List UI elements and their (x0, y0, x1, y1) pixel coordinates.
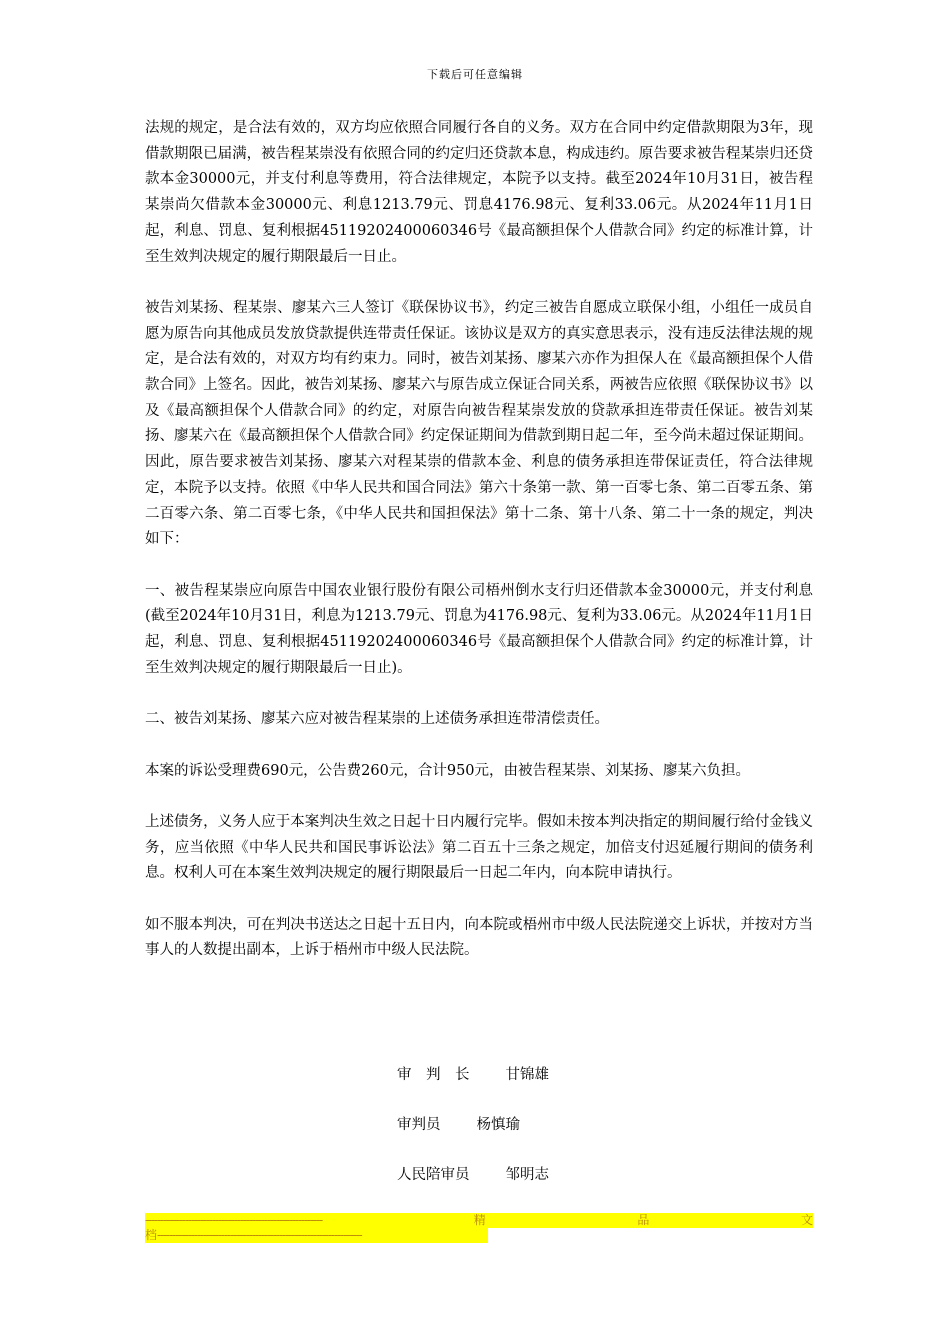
footer-char: 精 (473, 1213, 486, 1227)
signature-name: 邹明志 (505, 1167, 549, 1183)
signature-role: 人民陪审员 (397, 1167, 470, 1183)
document-body (145, 116, 813, 990)
footer-watermark (145, 1213, 813, 1247)
signature-name: 甘锦雄 (505, 1067, 549, 1083)
signature-role: 审判员 (397, 1117, 441, 1133)
paragraph: 如不服本判决，可在判决书送达之日起十五日内，向本院或梧州市中级人民法院递交上诉状，并按对方当事人的人数提出副本，上诉于梧州市中级人民法院。 (145, 916, 813, 959)
signature-name: 杨慎瑜 (476, 1117, 520, 1133)
signature-line (397, 1113, 549, 1163)
signature-role: 审 判 长 (397, 1067, 470, 1083)
paragraph: 二、被告刘某扬、廖某六应对被告程某崇的上述债务承担连带清偿责任。 (145, 711, 609, 728)
footer-char: 品 (637, 1213, 650, 1227)
signature-block (397, 1063, 549, 1213)
paragraph: 被告刘某扬、程某崇、廖某六三人签订《联保协议书》，约定三被告自愿成立联保小组，小组任一成员自愿为原告向其他成员发放贷款提供连带责任保证。该协议是双方的真实意思表示，没有违反法律法规的规定，是合法有效的，对双方均有约束力。同时，被告刘某扬、廖某六亦作为担保人在《最高额担保个人借款合同》上签名。因此，被告刘某扬、廖某六与原告成立保证合同关系，两被告应依照《联保协议书》以及《最高额担保个人借款合同》的约定，对原告向被告程某崇发放的贷款承担连带责任保证。被告刘某扬、廖某六在《最高额担保个人借款合同》约定保证期间为借款到期日起二年，至今尚未超过保证期间。因此，原告要求被告刘某扬、廖某六对程某崇的借款本金、利息的债务承担连带保证责任，符合法律规定，本院予以支持。依照《中华人民共和国合同法》第六十条第一款、第一百零七条、第二百零五条、第二百零六条、第二百零七条，《中华人民共和国担保法》第十二条、第十八条、第二十一条的规定，判决如下： (145, 299, 813, 548)
footer-line (145, 1213, 813, 1228)
paragraph: 法规的规定，是合法有效的，双方均应依照合同履行各自的义务。双方在合同中约定借款期限为3年，现借款期限已届满，被告程某崇没有依照合同的约定归还贷款本息，构成违约。原告要求被告程某崇归还贷款本金30000元，并支付利息等费用，符合法律规定，本院予以支持。截至2024年10月31日，被告程某崇尚欠借款本金30000元、利息1213.79元、罚息4176.98元、复利33.06元。从2024年11月1日起，利息、罚息、复利根据45119202400060346号《最高额担保个人借款合同》约定的标准计算，计至生效判决规定的履行期限最后一日止。 (145, 120, 813, 265)
signature-line (397, 1063, 549, 1113)
footer-char: 档 (145, 1228, 158, 1242)
paragraph: 一、被告程某崇应向原告中国农业银行股份有限公司梧州倒水支行归还借款本金30000元，并支付利息(截至2024年10月31日，利息为1213.79元、罚息为4176.98元、复利为33.06元。从2024年11月1日起，利息、罚息、复利根据45119202400060346号《最高额担保个人借款合同》约定的标准计算，计至生效判决规定的履行期限最后一日止)。 (145, 582, 813, 676)
footer-dashes: ------------------------------------------------------------------- (157, 1228, 362, 1242)
footer-dashes: ---------------------------------------------------------- (145, 1213, 323, 1227)
header-note: 下载后可任意编辑 (427, 68, 523, 81)
paragraph: 本案的诉讼受理费690元，公告费260元，合计950元，由被告程某崇、刘某扬、廖某六负担。 (145, 762, 751, 779)
paragraph: 上述债务，义务人应于本案判决生效之日起十日内履行完毕。假如未按本判决指定的期间履行给付金钱义务，应当依照《中华人民共和国民事诉讼法》第二百五十三条之规定，加倍支付迟延履行期间的债务利息。权利人可在本案生效判决规定的履行期限最后一日起二年内，向本院申请执行。 (145, 813, 813, 882)
signature-line (397, 1163, 549, 1213)
footer-char: 文 (800, 1213, 813, 1227)
footer-line (145, 1228, 488, 1243)
